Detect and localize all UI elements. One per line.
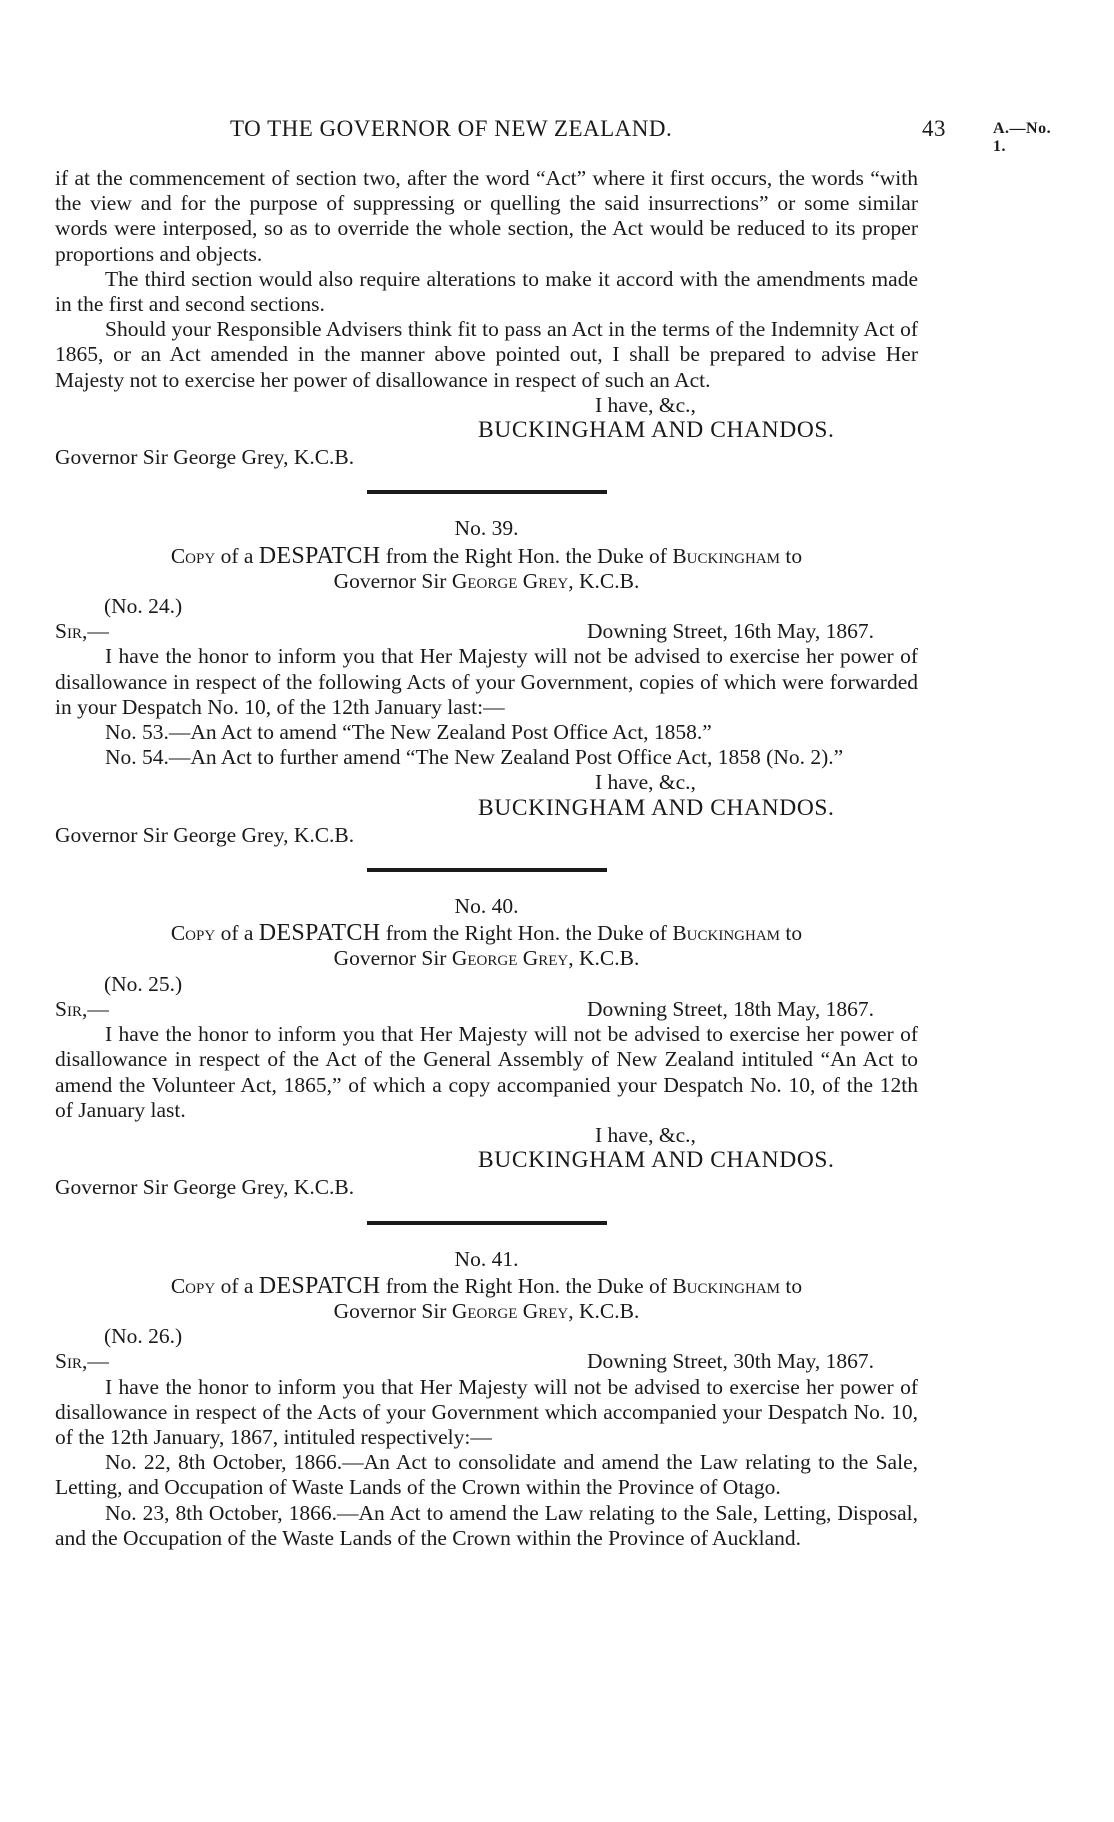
from-text: from the Right Hon. the Duke of: [385, 921, 667, 946]
despatch-heading: [55, 1274, 918, 1324]
paragraph: if at the commencement of section two, after the word “Act” where it first occurs, the words “with the view and for the purpose of suppressing or quelling the said insurrections” or some similar words were interposed, so as to override the whole section, the Act would be reduced to its proper proportions and objects.: [55, 166, 918, 266]
section-divider: [367, 490, 607, 494]
addressee: Governor Sir George Grey, K.C.B.: [55, 445, 355, 470]
closing-line: I have, &c.,: [595, 392, 696, 417]
duke-name: Buckingham: [672, 921, 781, 946]
signature: BUCKINGHAM AND CHANDOS.: [478, 1147, 835, 1174]
paragraph: I have the honor to inform you that Her Majesty will not be advised to exercise her power of disallowance in respect of the Act of the General Assembly of New Zealand intituled “An Act to amend the Volunteer Act, 1865,” of which a copy accompanied your Despatch No. 10, of the 12th of January last.: [55, 1022, 918, 1122]
paragraph: No. 22, 8th October, 1866.—An Act to consolidate and amend the Law relating to the Sale, Letting, and Occupation of Waste Lands of the Crown within the Province of Otago.: [55, 1450, 918, 1500]
paper-reference: A.—No. 1.: [993, 120, 1052, 155]
duke-name: Buckingham: [672, 1273, 781, 1298]
paragraph: Should your Responsible Advisers think fit to pass an Act in the terms of the Indemnity Act of 1865, or an Act amended in the manner above pointed out, I shall be prepared to advise Her Majesty not to exercise her power of disallowance in respect of such an Act.: [55, 317, 918, 392]
salutation: Sir,—: [55, 996, 109, 1021]
despatch-41: [55, 1247, 918, 1551]
salutation: Sir,—: [55, 619, 109, 644]
salutation-line: [55, 1349, 918, 1374]
document-body: [55, 166, 918, 1551]
governor-prefix: Governor Sir: [333, 1298, 447, 1323]
signature: BUCKINGHAM AND CHANDOS.: [478, 794, 835, 821]
despatch-number: No. 40.: [454, 894, 519, 919]
despatch-number: No. 41.: [454, 1246, 519, 1271]
continuation-section: [55, 166, 918, 470]
section-divider: [367, 868, 607, 872]
to-word: to: [785, 543, 803, 568]
despatch-ref: (No. 25.): [104, 971, 183, 996]
despatch-ref: (No. 24.): [104, 594, 183, 619]
salutation: Sir,—: [55, 1349, 109, 1374]
governor-suffix: , K.C.B.: [568, 946, 640, 971]
copy-of: of a: [220, 543, 254, 568]
duke-name: Buckingham: [672, 543, 781, 568]
paragraph: I have the honor to inform you that Her Majesty will not be advised to exercise her power of disallowance in respect of the Acts of your Government which accompanied your Despatch No. 10, of the 12th January, 1867, intituled respectively:—: [55, 1374, 918, 1449]
governor-suffix: , K.C.B.: [568, 1298, 640, 1323]
signature: BUCKINGHAM AND CHANDOS.: [478, 417, 835, 444]
paragraph: I have the honor to inform you that Her Majesty will not be advised to exercise her power of disallowance in respect of the following Acts of your Government, copies of which were forwarded in your Despatch No. 10, of the 12th January last:—: [55, 644, 918, 719]
salutation-line: [55, 619, 918, 644]
salutation-line: [55, 997, 918, 1022]
governor-name: George Grey: [451, 1298, 569, 1323]
section-divider: [367, 1221, 607, 1225]
paragraph: No. 53.—An Act to amend “The New Zealand Post Office Act, 1858.”: [105, 720, 712, 745]
addressee: Governor Sir George Grey, K.C.B.: [55, 822, 355, 847]
closing-line: I have, &c.,: [595, 770, 696, 795]
despatch-heading: [55, 544, 918, 594]
despatch-date: Downing Street, 18th May, 1867.: [586, 996, 874, 1021]
despatch-40: [55, 894, 918, 1200]
from-text: from the Right Hon. the Duke of: [385, 543, 667, 568]
governor-suffix: , K.C.B.: [568, 568, 640, 593]
despatch-word: DESPATCH: [258, 1272, 381, 1299]
from-text: from the Right Hon. the Duke of: [385, 1273, 667, 1298]
to-word: to: [785, 1273, 803, 1298]
despatch-word: DESPATCH: [258, 542, 381, 569]
copy-of: of a: [220, 921, 254, 946]
paragraph: No. 23, 8th October, 1866.—An Act to amend the Law relating to the Sale, Letting, Disposal, and the Occupation of the Waste Lands of the Crown within the Province of Auckland.: [55, 1500, 918, 1550]
copy-word: Copy: [170, 1273, 216, 1298]
to-word: to: [785, 921, 803, 946]
copy-word: Copy: [170, 543, 216, 568]
addressee: Governor Sir George Grey, K.C.B.: [55, 1175, 355, 1200]
governor-name: George Grey: [451, 568, 569, 593]
despatch-39: [55, 516, 918, 848]
page-number: 43: [922, 116, 946, 141]
governor-prefix: Governor Sir: [333, 568, 447, 593]
paragraph: No. 54.—An Act to further amend “The New Zealand Post Office Act, 1858 (No. 2).”: [105, 745, 844, 770]
closing-line: I have, &c.,: [595, 1122, 696, 1147]
governor-prefix: Governor Sir: [333, 946, 447, 971]
copy-of: of a: [220, 1273, 254, 1298]
governor-name: George Grey: [451, 946, 569, 971]
paragraph: The third section would also require alterations to make it accord with the amendments made in the first and second sections.: [55, 266, 918, 317]
despatch-number: No. 39.: [454, 516, 519, 541]
page-header: [55, 116, 1065, 155]
running-title: TO THE GOVERNOR OF NEW ZEALAND.: [230, 116, 673, 141]
despatch-heading: [55, 921, 918, 971]
despatch-ref: (No. 26.): [104, 1324, 183, 1349]
despatch-date: Downing Street, 16th May, 1867.: [586, 619, 874, 644]
despatch-date: Downing Street, 30th May, 1867.: [586, 1349, 874, 1374]
despatch-word: DESPATCH: [258, 920, 381, 947]
copy-word: Copy: [170, 921, 216, 946]
